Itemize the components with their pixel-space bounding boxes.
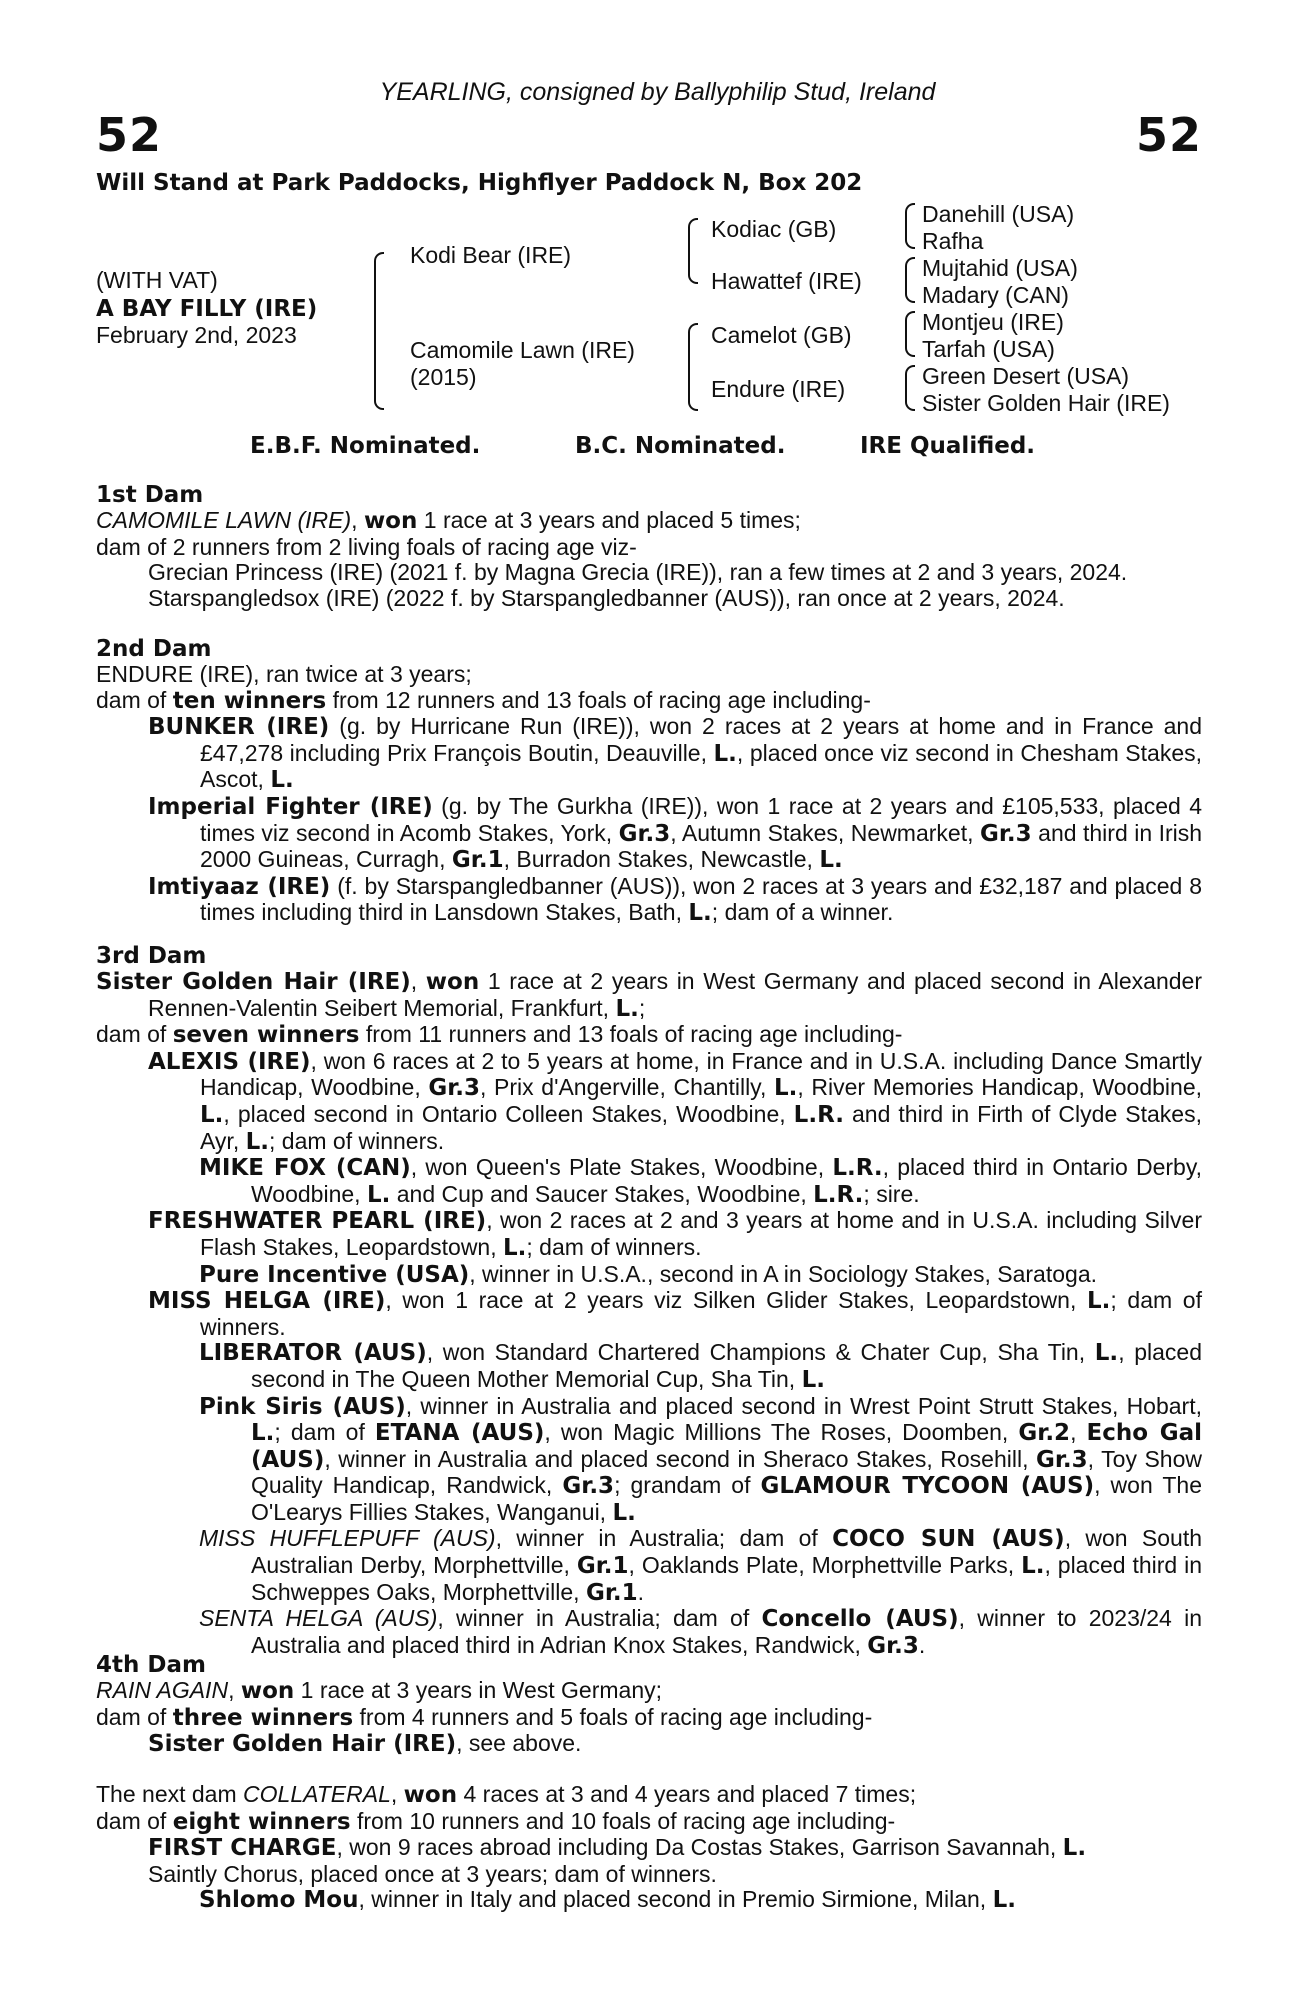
- ire-qualified: IRE Qualified.: [860, 433, 1036, 459]
- pedigree-brace-sire: [688, 218, 698, 284]
- produce-entry: FRESHWATER PEARL (IRE), won 2 races at 2 and 3 years at home and in U.S.A. including Silver Flash Stakes, Leopardstown, L.; dam of winners.: [148, 1207, 1202, 1261]
- lot-name: A BAY FILLY (IRE): [96, 296, 318, 322]
- pedigree-brace-dam: [688, 323, 698, 411]
- gg-2: Rafha: [922, 228, 984, 254]
- gg-7: Green Desert (USA): [922, 363, 1130, 389]
- gg-8: Sister Golden Hair (IRE): [922, 390, 1170, 416]
- second-dam-heading: 2nd Dam: [96, 636, 212, 662]
- sire-sire: Kodiac (GB): [711, 216, 837, 242]
- fourth-dam-line: RAIN AGAIN, won 1 race at 3 years in West Germany;: [96, 1677, 663, 1704]
- next-dam-section: [96, 1782, 1202, 1914]
- pedigree-brace-main: [374, 252, 384, 410]
- produce-entry: Pure Incentive (USA), winner in U.S.A., second in A in Sociology Stakes, Saratoga.: [199, 1260, 1098, 1288]
- dam-name: Camomile Lawn (IRE): [410, 337, 635, 363]
- dam-sire: Camelot (GB): [711, 322, 852, 348]
- dam-dam: Endure (IRE): [711, 376, 846, 402]
- stand-location: Will Stand at Park Paddocks, Highflyer Paddock N, Box 202: [96, 170, 863, 196]
- gg-4: Madary (CAN): [922, 282, 1069, 308]
- produce-entry: Starspangledsox (IRE) (2022 f. by Starspangledbanner (AUS)), ran once at 2 years, 2024.: [148, 584, 1065, 611]
- pedigree-brace-g56: [905, 311, 915, 357]
- produce-entry: MIKE FOX (CAN), won Queen's Plate Stakes, Woodbine, L.R., placed third in Ontario Derby, Woodbine, L. and Cup and Saucer Stakes, Woodbine, L.R.; sire.: [199, 1154, 1203, 1208]
- produce-entry: Pink Siris (AUS), winner in Australia and placed second in Wrest Point Strutt Stakes, Hobart, L.; dam of ETANA (AUS), won Magic Millions The Roses, Doomben, Gr.2, Echo Gal (AUS), winner in Australia and placed second in Sheraco Stakes, Rosehill, Gr.3, Toy Show Quality Handicap, Randwick, Gr.3; grandam of GLAMOUR TYCOON (AUS), won The O'Learys Fillies Stakes, Wanganui, L.: [199, 1392, 1202, 1526]
- produce-entry: Sister Golden Hair (IRE), see above.: [148, 1730, 582, 1758]
- first-dam-produce: dam of 2 runners from 2 living foals of racing age viz-: [96, 533, 637, 560]
- fourth-dam-heading: 4th Dam: [96, 1652, 206, 1678]
- first-dam-section: [96, 482, 1202, 611]
- fourth-dam-produce: dam of three winners from 4 runners and 5 foals of racing age including-: [96, 1703, 873, 1731]
- next-dam-produce: dam of eight winners from 10 runners and 10 foals of racing age including-: [96, 1807, 896, 1835]
- vat-note: (WITH VAT): [96, 267, 218, 293]
- third-dam-line: Sister Golden Hair (IRE), won 1 race at 2 years in West Germany and placed second in Alexander Rennen-Valentin Seibert Memorial, Frankfurt, L.;: [96, 968, 1203, 1022]
- consignor-line: YEARLING, consigned by Ballyphilip Stud, Ireland: [379, 78, 936, 106]
- third-dam-produce: dam of seven winners from 11 runners and 13 foals of racing age including-: [96, 1021, 903, 1049]
- pedigree-brace-g78: [905, 365, 915, 411]
- produce-entry: Grecian Princess (IRE) (2021 f. by Magna Grecia (IRE)), ran a few times at 2 and 3 years, 2024.: [148, 559, 1128, 586]
- produce-entry: Imperial Fighter (IRE) (g. by The Gurkha (IRE)), won 1 race at 2 years and £105,533, placed 4 times viz second in Acomb Stakes, York, Gr.3, Autumn Stakes, Newmarket, Gr.3 and third in Irish 2000 Guineas, Curragh, Gr.1, Burradon Stakes, Newcastle, L.: [148, 792, 1203, 874]
- fourth-dam-section: [96, 1652, 1202, 1758]
- lot-number-right: 52: [1135, 108, 1202, 162]
- ebf-nomination: E.B.F. Nominated.: [250, 433, 481, 459]
- third-dam-heading: 3rd Dam: [96, 943, 207, 969]
- produce-entry: Shlomo Mou, winner in Italy and placed second in Premio Sirmione, Milan, L.: [199, 1886, 1016, 1914]
- foaling-date: February 2nd, 2023: [96, 322, 297, 348]
- bc-nomination: B.C. Nominated.: [575, 433, 786, 459]
- produce-entry: FIRST CHARGE, won 9 races abroad including Da Costas Stakes, Garrison Savannah, L.: [148, 1834, 1087, 1862]
- second-dam-section: [96, 636, 1202, 927]
- sire-name: Kodi Bear (IRE): [410, 242, 572, 268]
- second-dam-line: ENDURE (IRE), ran twice at 3 years;: [96, 661, 472, 687]
- produce-entry: MISS HELGA (IRE), won 1 race at 2 years viz Silken Glider Stakes, Leopardstown, L.; dam of winners.: [148, 1287, 1202, 1340]
- produce-entry: SENTA HELGA (AUS), winner in Australia; dam of Concello (AUS), winner to 2023/24 in Australia and placed third in Adrian Knox Stakes, Randwick, Gr.3.: [199, 1605, 1202, 1659]
- gg-6: Tarfah (USA): [922, 336, 1055, 362]
- sire-dam: Hawattef (IRE): [711, 268, 862, 294]
- produce-entry: MISS HUFFLEPUFF (AUS), winner in Australia; dam of COCO SUN (AUS), won South Australian Derby, Morphettville, Gr.1, Oaklands Plate, Morphettville Parks, L., placed third in Schweppes Oaks, Morphettville, Gr.1.: [199, 1525, 1203, 1606]
- produce-entry: BUNKER (IRE) (g. by Hurricane Run (IRE)), won 2 races at 2 years at home and in France and £47,278 including Prix François Boutin, Deauville, L., placed once viz second in Chesham Stakes, Ascot, L.: [148, 713, 1202, 794]
- produce-entry: Imtiyaaz (IRE) (f. by Starspangledbanner (AUS)), won 2 races at 3 years and £32,187 and placed 8 times including third in Lansdown Stakes, Bath, L.; dam of a winner.: [148, 872, 1202, 927]
- gg-1: Danehill (USA): [922, 201, 1075, 227]
- next-dam-line: The next dam COLLATERAL, won 4 races at 3 and 4 years and placed 7 times;: [96, 1781, 917, 1808]
- dam-year: (2015): [410, 364, 477, 390]
- produce-entry: LIBERATOR (AUS), won Standard Chartered Champions & Chater Cup, Sha Tin, L., placed second in The Queen Mother Memorial Cup, Sha Tin, L.: [199, 1339, 1203, 1393]
- gg-5: Montjeu (IRE): [922, 309, 1064, 335]
- first-dam-line: CAMOMILE LAWN (IRE), won 1 race at 3 years and placed 5 times;: [96, 507, 801, 534]
- pedigree-brace-g34: [905, 257, 915, 303]
- lot-number-left: 52: [96, 108, 163, 162]
- second-dam-produce: dam of ten winners from 12 runners and 13 foals of racing age including-: [96, 686, 871, 714]
- produce-entry: ALEXIS (IRE), won 6 races at 2 to 5 years at home, in France and in U.S.A. including Dance Smartly Handicap, Woodbine, Gr.3, Prix d'Angerville, Chantilly, L., River Memories Handicap, Woodbine, L., placed second in Ontario Colleen Stakes, Woodbine, L.R. and third in Firth of Clyde Stakes, Ayr, L.; dam of winners.: [148, 1047, 1202, 1155]
- third-dam-section: [96, 943, 1202, 1659]
- first-dam-heading: 1st Dam: [96, 482, 204, 508]
- produce-entry: Saintly Chorus, placed once at 3 years; dam of winners.: [148, 1860, 717, 1887]
- gg-3: Mujtahid (USA): [922, 255, 1078, 281]
- pedigree-brace-g12: [905, 203, 915, 249]
